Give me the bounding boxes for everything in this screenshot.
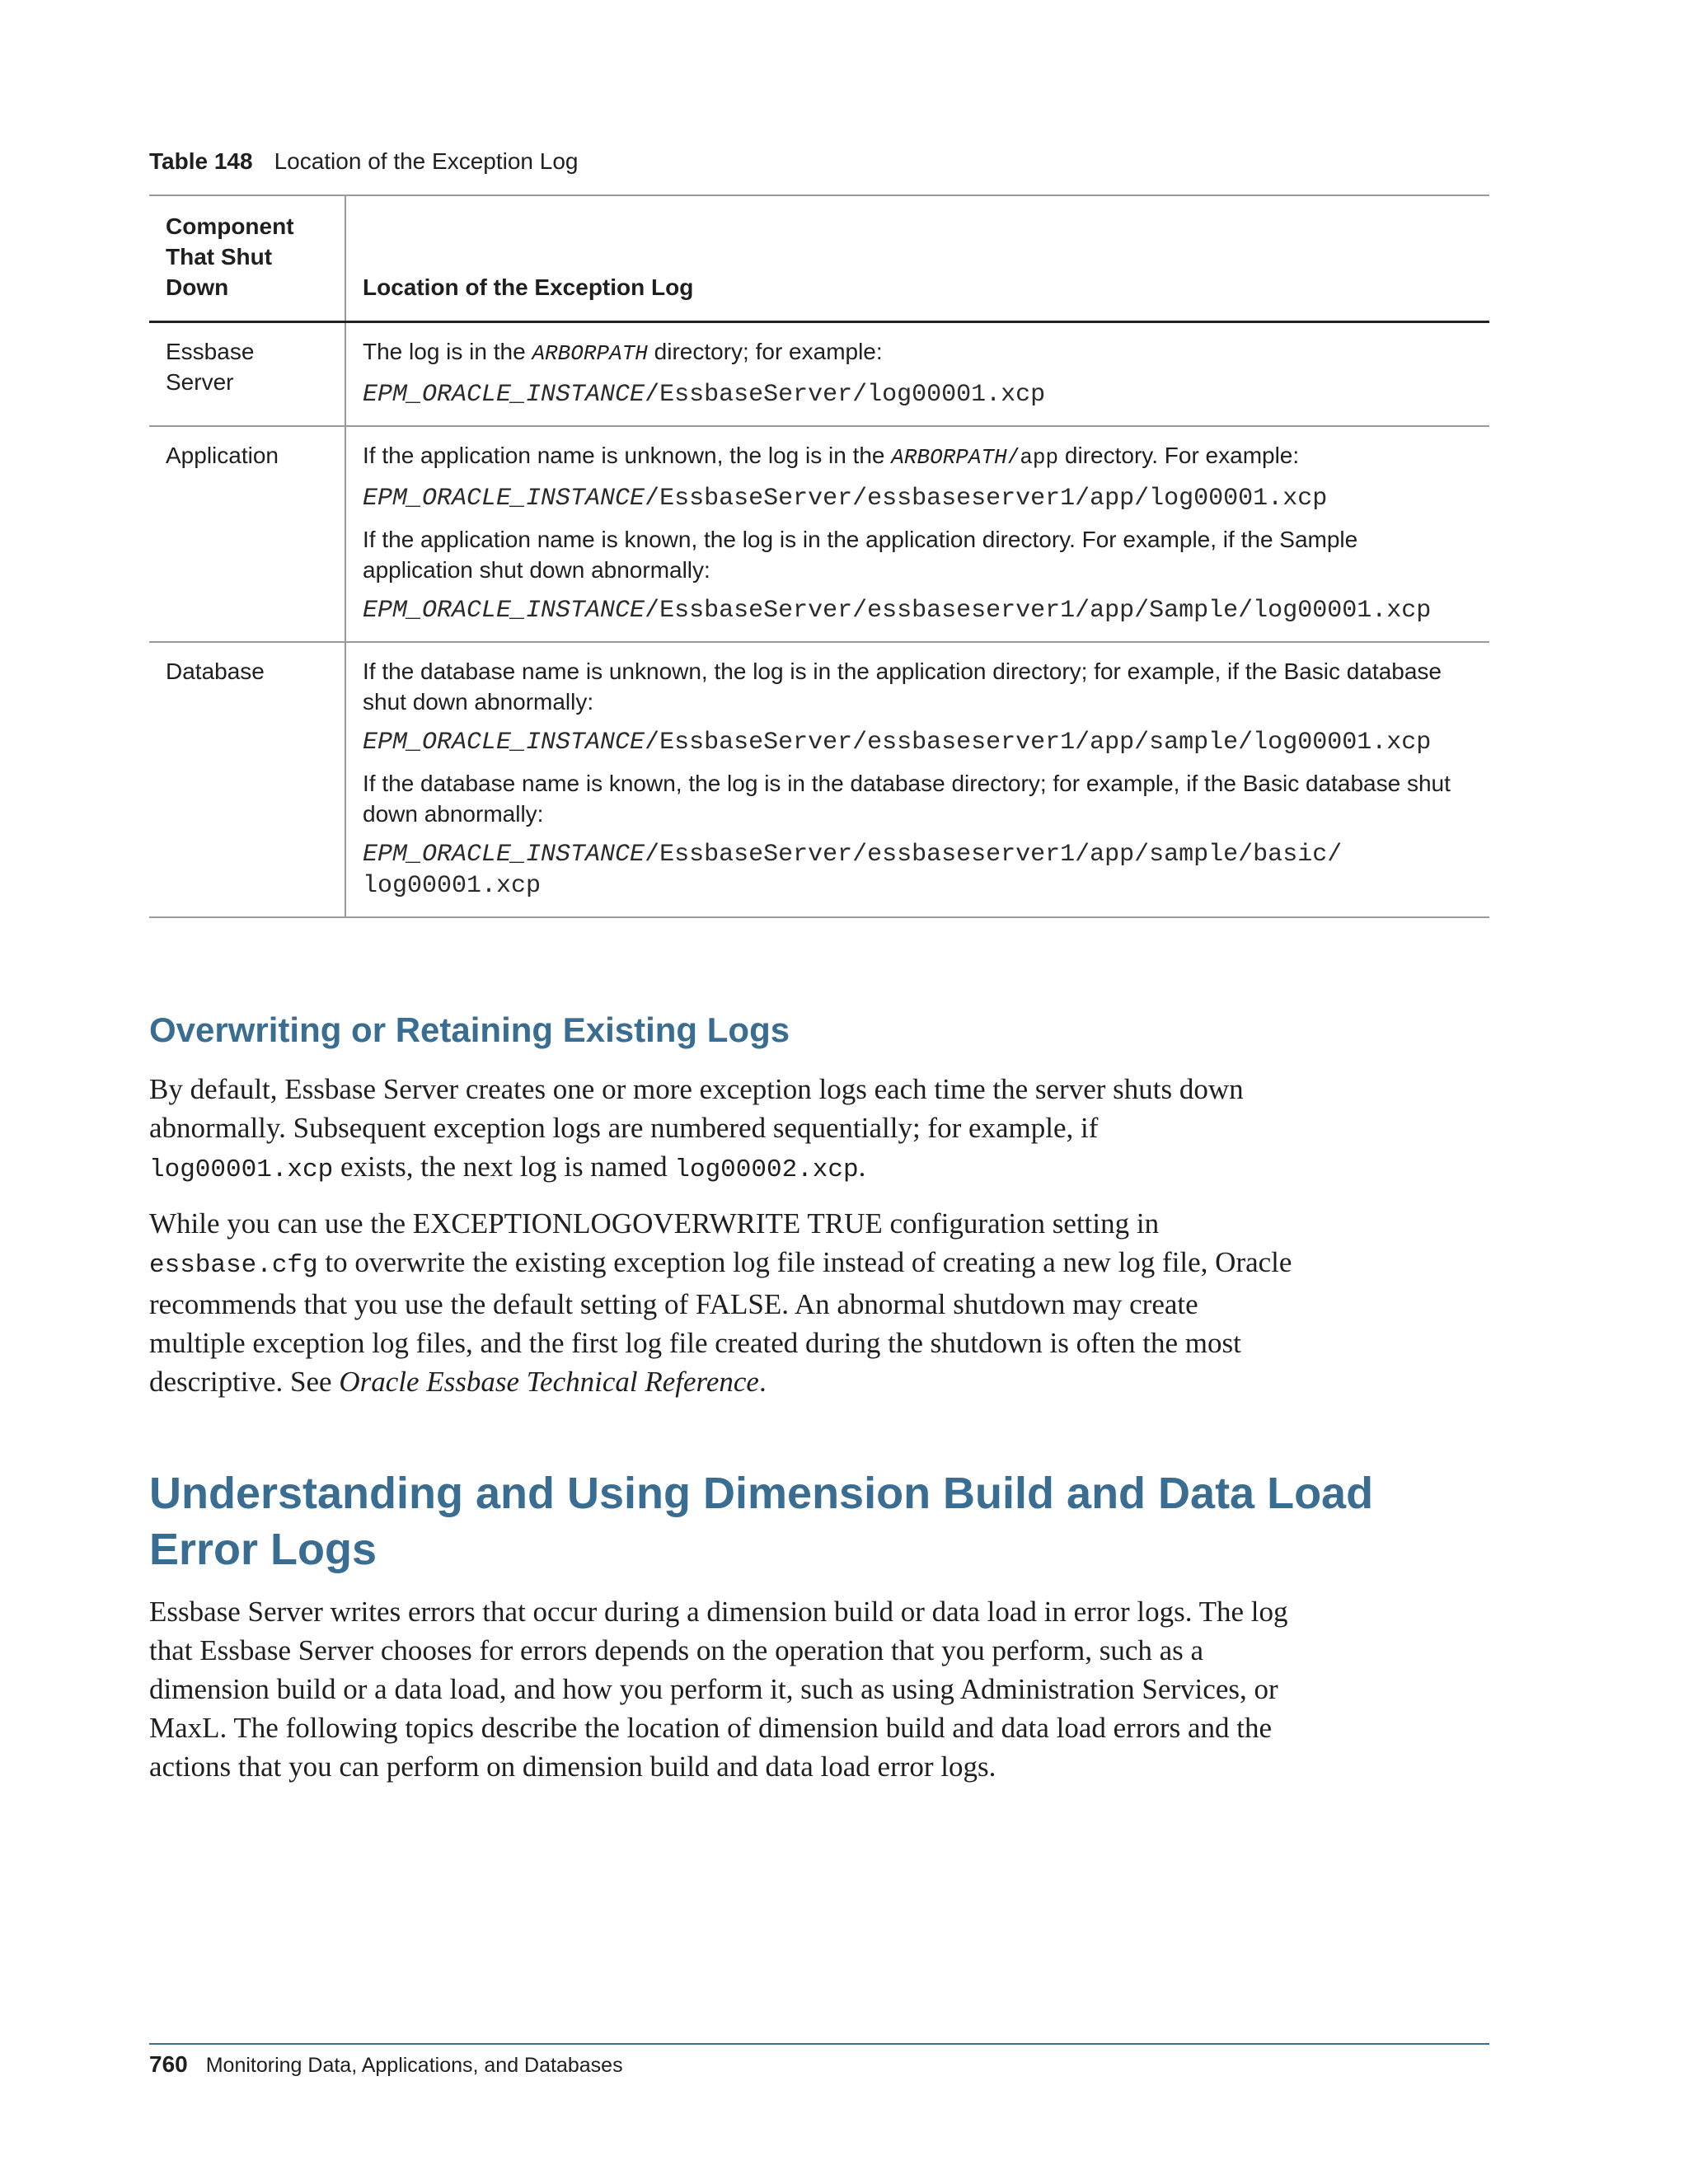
table-row	[149, 642, 1489, 917]
header-location: Location of the Exception Log	[345, 195, 1489, 322]
log-path: EPM_ORACLE_INSTANCE/EssbaseServer/essbaseserver1/app/log00001.xcp	[363, 485, 1328, 513]
paragraph-default-logs: By default, Essbase Server creates one or more exception logs each time the server shuts down abnormally. Subsequent exception logs are numbered sequentially; for example, if log00001.xcp exists, the next log is named log00002.xcp.	[149, 1073, 1244, 1184]
log-path: EPM_ORACLE_INSTANCE/EssbaseServer/essbaseserver1/app/sample/basic/ log00001.xcp	[363, 841, 1343, 900]
log-path: EPM_ORACLE_INSTANCE/EssbaseServer/log00001.xcp	[363, 381, 1046, 409]
table-caption	[149, 148, 579, 175]
page-number: 760	[149, 2051, 188, 2077]
footer-title: Monitoring Data, Applications, and Databases	[205, 2054, 623, 2077]
table-title: Location of the Exception Log	[274, 148, 579, 174]
row-location	[345, 426, 1489, 642]
reference-link: Oracle Essbase Technical Reference	[339, 1366, 759, 1398]
location-text: If the application name is unknown, the log is in the ARBORPATH/app directory. For example:	[363, 443, 1300, 470]
variable-arborpath: ARBORPATH	[891, 445, 1007, 470]
location-text: The log is in the ARBORPATH directory; for example:	[363, 339, 883, 366]
header-component: Component That Shut Down	[149, 195, 345, 322]
row-location	[345, 322, 1489, 427]
table-number: Table 148	[149, 148, 253, 174]
table-header-row	[149, 195, 1489, 322]
row-component: Database	[149, 642, 345, 917]
location-text: If the database name is known, the log is in the database directory; for example, if the Basic database shut down abnormally:	[363, 771, 1451, 827]
row-component: Application	[149, 426, 345, 642]
section-heading-error-logs: Understanding and Using Dimension Build and Data Load Error Logs	[149, 1469, 1374, 1574]
paragraph-overwrite-setting: While you can use the EXCEPTIONLOGOVERWRITE TRUE configuration setting in essbase.cfg to overwrite the existing exception log file instead of creating a new log file, Oracle recommends that you use the default setting of FALSE. An abnormal shutdown may create multiple exception log files, and the first log file created during the shutdown is often the most descriptive. See Oracle Essbase Technical Reference.	[149, 1207, 1292, 1398]
row-location	[345, 642, 1489, 917]
paragraph-error-logs: Essbase Server writes errors that occur during a dimension build or data load in error logs. The log that Essbase Server chooses for errors depends on the operation that you perform, such as a dimension build or a data load, and how you perform it, such as using Administration Services, or MaxL. The following topics describe the location of dimension build and data load errors and the actions that you can perform on dimension build and data load error logs.	[149, 1596, 1288, 1783]
location-text: If the application name is known, the log is in the application directory. For example, if the Sample application shut down abnormally:	[363, 527, 1358, 583]
location-text: If the database name is unknown, the log is in the application directory; for example, if the Basic database shut down abnormally:	[363, 658, 1442, 715]
page-footer	[149, 2051, 623, 2078]
footer-divider	[149, 2043, 1489, 2045]
row-component: Essbase Server	[149, 322, 345, 427]
log-path: EPM_ORACLE_INSTANCE/EssbaseServer/essbaseserver1/app/Sample/log00001.xcp	[363, 597, 1432, 625]
log-path: EPM_ORACLE_INSTANCE/EssbaseServer/essbaseserver1/app/sample/log00001.xcp	[363, 729, 1432, 757]
exception-log-table	[149, 194, 1489, 918]
table-row	[149, 426, 1489, 642]
variable-arborpath: ARBORPATH	[532, 341, 648, 366]
table-row	[149, 322, 1489, 427]
section-heading-overwriting-logs: Overwriting or Retaining Existing Logs	[149, 1010, 790, 1049]
